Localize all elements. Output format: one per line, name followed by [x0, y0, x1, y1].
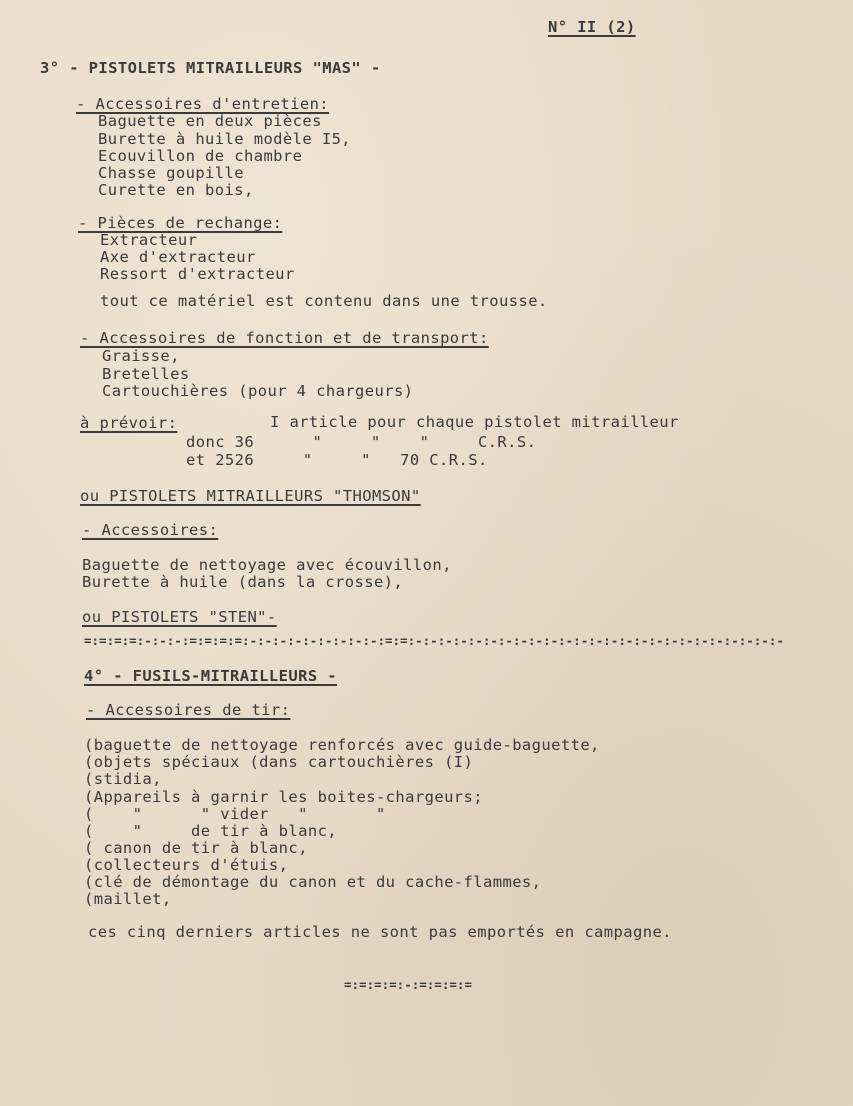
tir-item: (collecteurs d'étuis, [84, 856, 289, 874]
end-separator: =:=:=:=:-:=:=:=:= [344, 977, 472, 992]
entretien-item: Ecouvillon de chambre [98, 147, 303, 165]
entretien-item: Chasse goupille [98, 164, 244, 182]
section-3-title: 3° - PISTOLETS MITRAILLEURS "MAS" - [40, 59, 381, 77]
thomson-heading: - Accessoires: [82, 521, 219, 539]
prevoir-line-3: et 2526 " " 70 C.R.S. [186, 451, 488, 469]
tir-heading: - Accessoires de tir: [86, 701, 291, 719]
fonction-heading: - Accessoires de fonction et de transport: [80, 329, 489, 347]
rechange-item: Ressort d'extracteur [100, 265, 295, 283]
tir-item: ( " de tir à blanc, [84, 822, 338, 840]
fonction-item: Cartouchières (pour 4 chargeurs) [102, 382, 414, 400]
sten-title: ou PISTOLETS "STEN"- [82, 608, 277, 626]
tir-item: (baguette de nettoyage renforcés avec guide-baguette, [84, 736, 600, 754]
tir-item: (clé de démontage du canon et du cache-flammes, [84, 873, 542, 891]
campagne-note: ces cinq derniers articles ne sont pas emportés en campagne. [88, 923, 672, 941]
entretien-item: Baguette en deux pièces [98, 112, 322, 130]
fonction-item: Bretelles [102, 365, 190, 383]
tir-item: (maillet, [84, 890, 172, 908]
prevoir-line-2: donc 36 " " " C.R.S. [186, 433, 537, 451]
page-number: N° II (2) [548, 18, 636, 36]
tir-item: (stidia, [84, 770, 162, 788]
tir-item: ( canon de tir à blanc, [84, 839, 308, 857]
thomson-title: ou PISTOLETS MITRAILLEURS "THOMSON" [80, 487, 421, 505]
rechange-item: Extracteur [100, 231, 198, 249]
entretien-heading: - Accessoires d'entretien: [76, 95, 330, 113]
fonction-item: Graisse, [102, 347, 180, 365]
thomson-item: Baguette de nettoyage avec écouvillon, [82, 556, 452, 574]
prevoir-label: à prévoir: [80, 414, 178, 432]
section-4-title: 4° - FUSILS-MITRAILLEURS - [84, 667, 338, 685]
thomson-item: Burette à huile (dans la crosse), [82, 573, 404, 591]
entretien-item: Burette à huile modèle I5, [98, 130, 352, 148]
rechange-heading: - Pièces de rechange: [78, 214, 283, 232]
tir-item: (Appareils à garnir les boites-chargeurs; [84, 788, 484, 806]
prevoir-line-1: I article pour chaque pistolet mitrailleur [270, 413, 679, 431]
tir-item: ( " " vider " " [84, 805, 386, 823]
rechange-item: Axe d'extracteur [100, 248, 256, 266]
entretien-item: Curette en bois, [98, 181, 254, 199]
separator-line: =:=:=:=:-:-:-:=:=:=:=:-:-:-:-:-:-:-:-:-:=:=:-:-:-:-:-:-:-:-:-:-:-:-:-:-:-:-:-:-:-:-:-:-:-:-:- [84, 633, 784, 648]
trousse-note: tout ce matériel est contenu dans une trousse. [100, 292, 548, 310]
tir-item: (objets spéciaux (dans cartouchières (I) [84, 753, 474, 771]
